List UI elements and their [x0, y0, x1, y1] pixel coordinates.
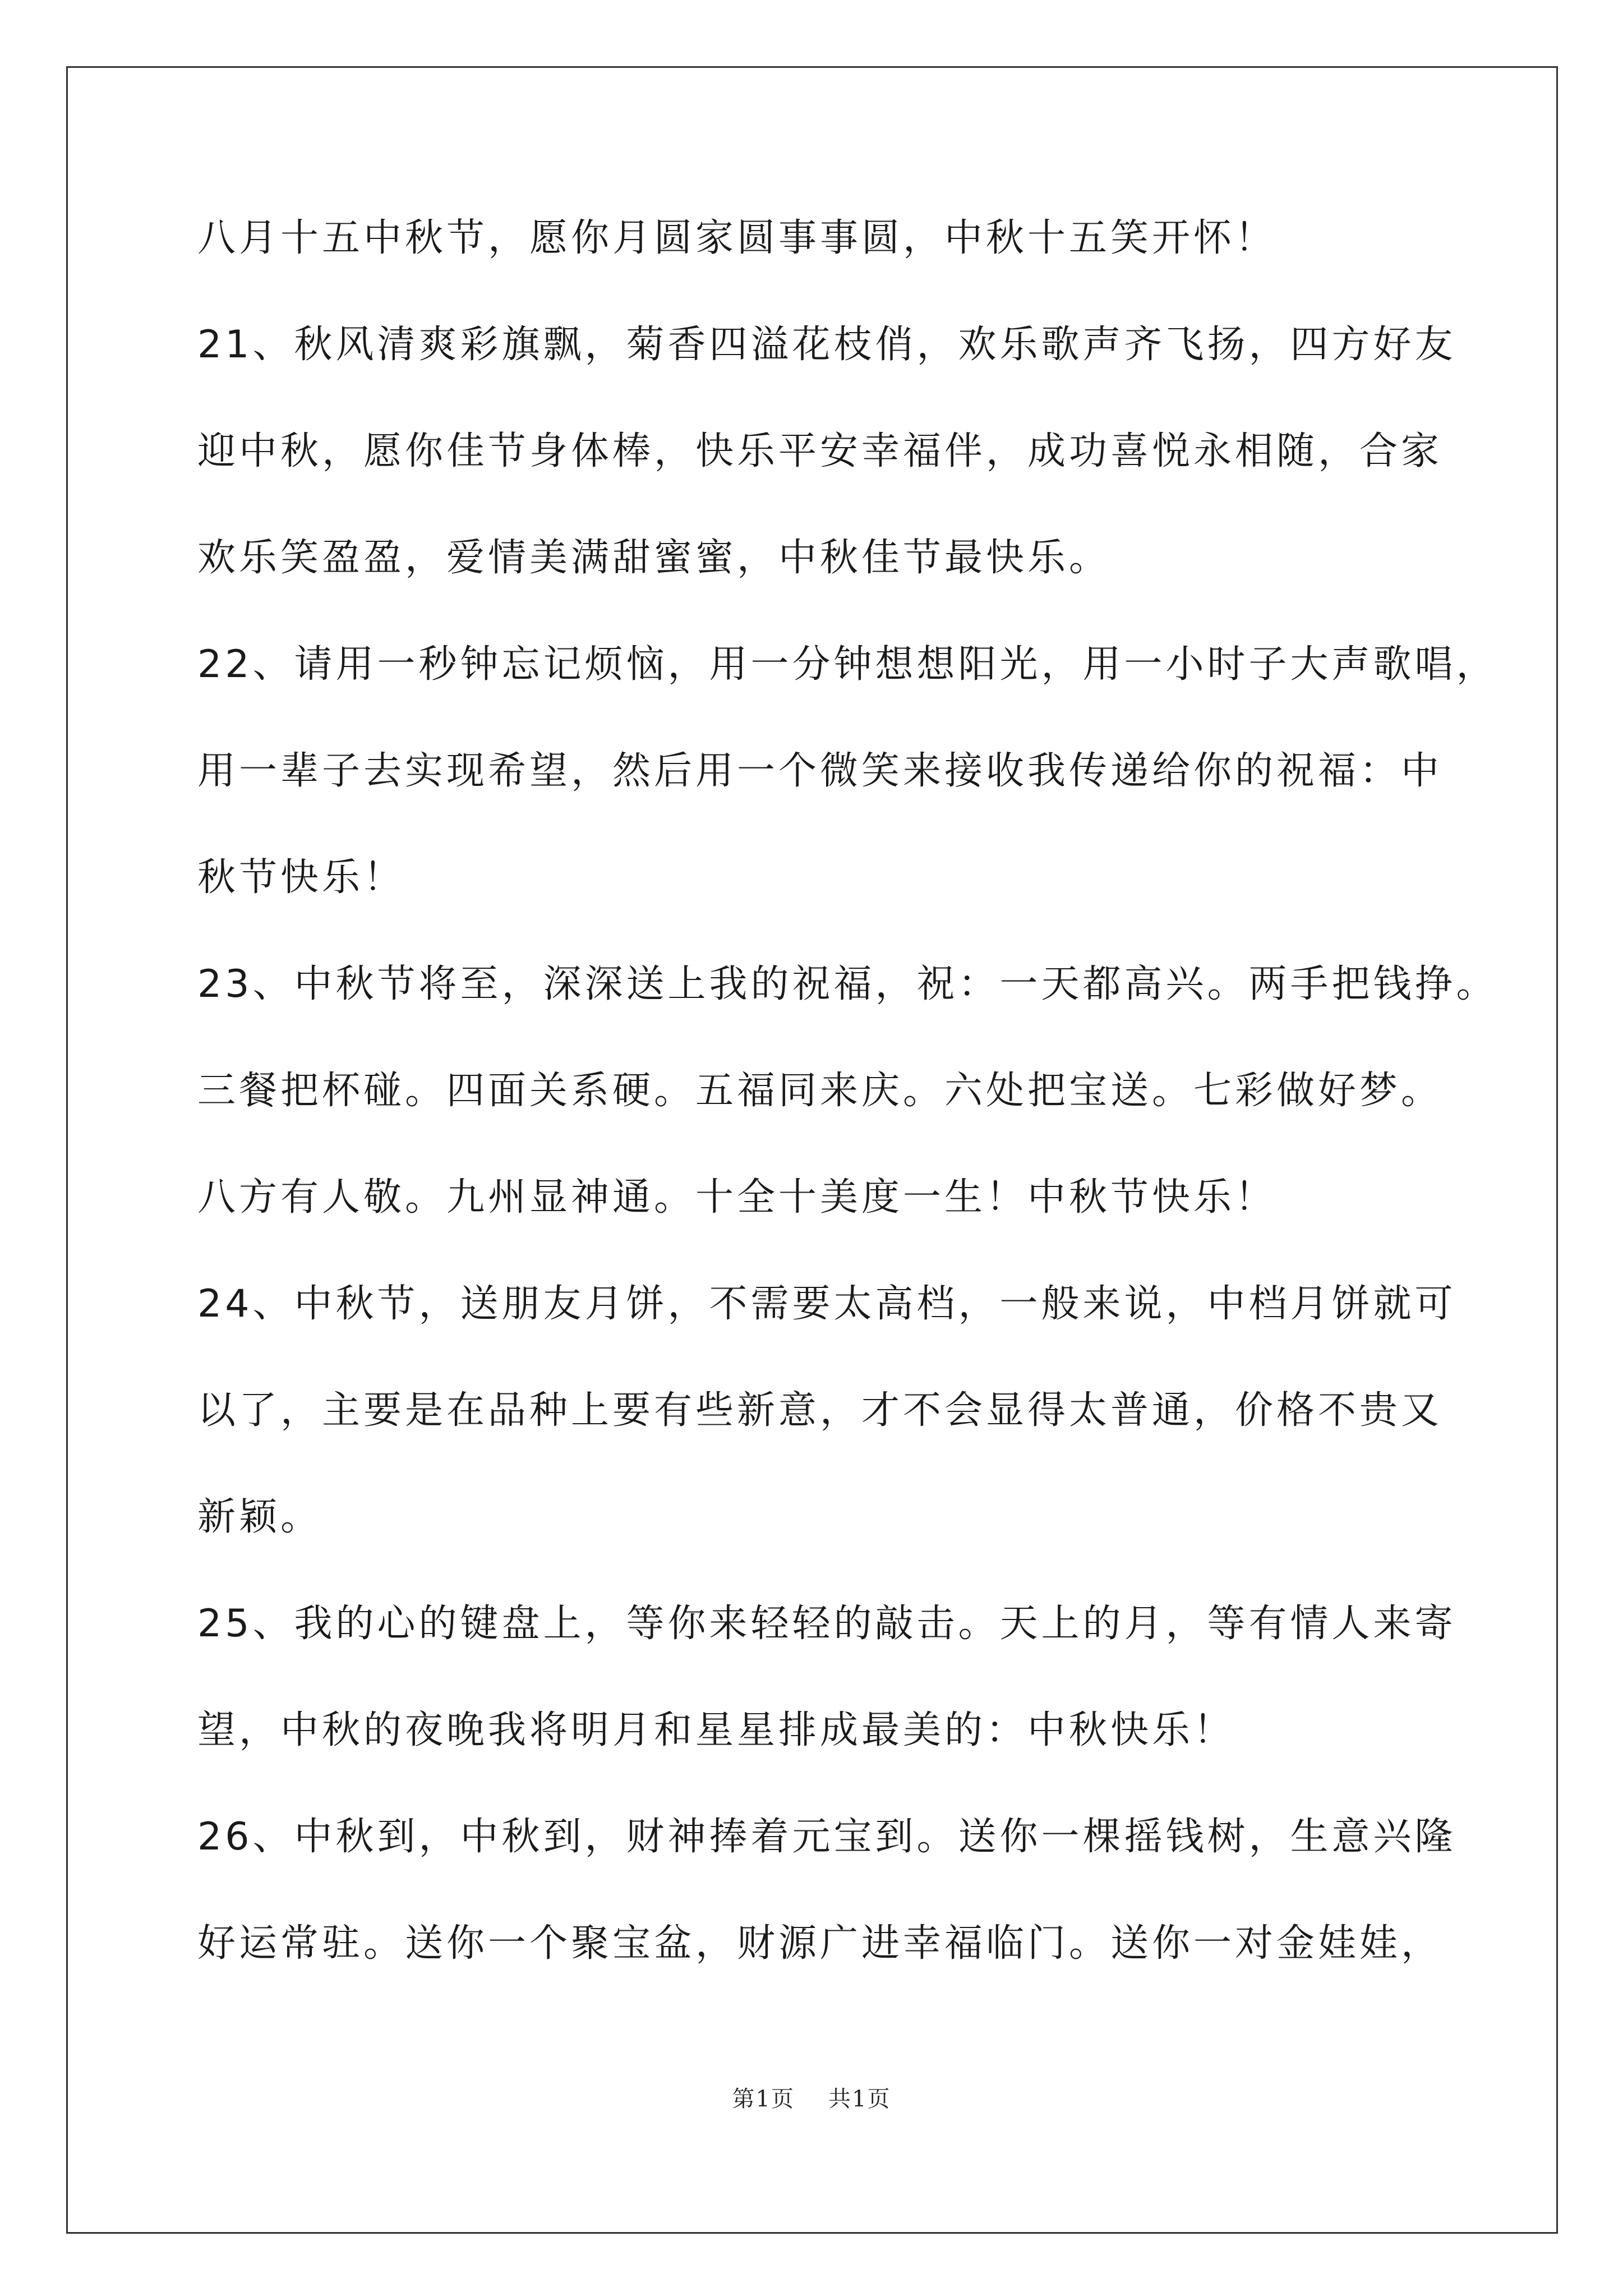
page-number-current: 第1页 — [732, 2086, 795, 2112]
document-body — [197, 213, 1498, 2025]
page-footer — [0, 2081, 1623, 2113]
text-line: 23、中秋节将至，深深送上我的祝福，祝：一天都高兴。两手把钱挣。 — [197, 962, 1498, 1006]
text-line: 秋节快乐！ — [197, 855, 405, 900]
text-line: 三餐把杯碰。四面关系硬。五福同来庆。六处把宝送。七彩做好梦。 — [197, 1069, 1443, 1113]
text-line: 以了，主要是在品种上要有些新意，才不会显得太普通，价格不贵又 — [197, 1388, 1443, 1433]
text-line: 欢乐笑盈盈，爱情美满甜蜜蜜，中秋佳节最快乐。 — [197, 536, 1111, 580]
text-line: 21、秋风清爽彩旗飘，菊香四溢花枝俏，欢乐歌声齐飞扬，四方好友 — [197, 323, 1456, 367]
text-line: 新颖。 — [197, 1495, 322, 1539]
text-line: 迎中秋，愿你佳节身体棒，快乐平安幸福伴，成功喜悦永相随，合家 — [197, 429, 1443, 473]
text-line: 26、中秋到，中秋到，财神捧着元宝到。送你一棵摇钱树，生意兴隆 — [197, 1815, 1456, 1859]
text-line: 22、请用一秒钟忘记烦恼，用一分钟想想阳光，用一小时子大声歌唱， — [197, 642, 1498, 687]
text-line: 好运常驻。送你一个聚宝盆，财源广进幸福临门。送你一对金娃娃， — [197, 1921, 1443, 1966]
text-line: 用一辈子去实现希望，然后用一个微笑来接收我传递给你的祝福：中 — [197, 749, 1443, 793]
text-line: 25、我的心的键盘上，等你来轻轻的敲击。天上的月，等有情人来寄 — [197, 1602, 1456, 1646]
text-line: 八方有人敬。九州显神通。十全十美度一生！中秋节快乐！ — [197, 1175, 1277, 1220]
text-line: 24、中秋节，送朋友月饼，不需要太高档，一般来说，中档月饼就可 — [197, 1282, 1456, 1326]
text-line: 望，中秋的夜晚我将明月和星星排成最美的：中秋快乐！ — [197, 1708, 1235, 1752]
text-line: 八月十五中秋节，愿你月圆家圆事事圆，中秋十五笑开怀！ — [197, 216, 1277, 260]
page-number-total: 共1页 — [828, 2086, 891, 2112]
